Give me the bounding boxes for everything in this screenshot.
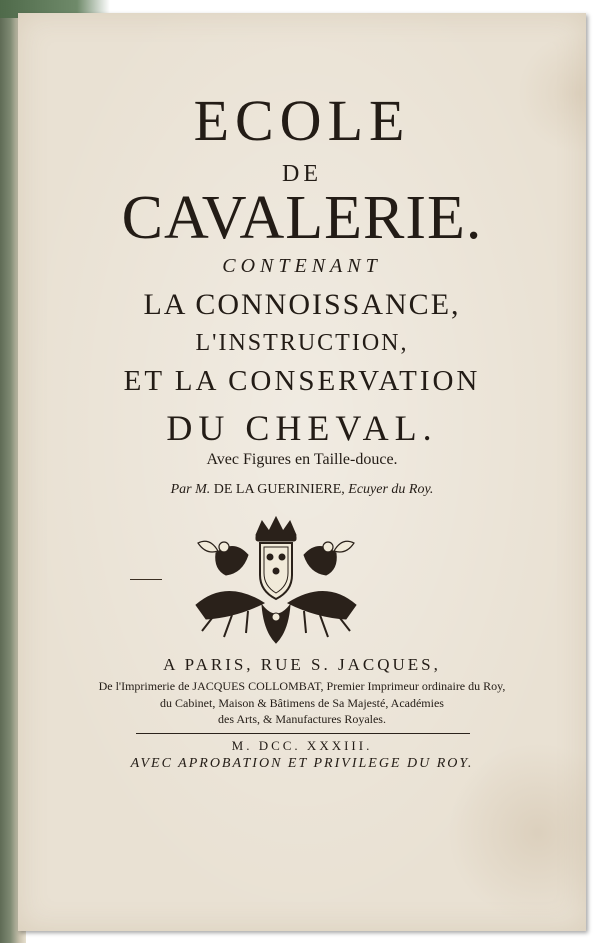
imprint-manufactures: des Arts, & Manufactures Royales. (218, 712, 386, 726)
royal-crest-icon (176, 513, 376, 649)
imprint-printer: De l'Imprimerie de JACQUES COLLOMBAT, Premier Imprimeur ordinaire du Roy, (98, 679, 506, 693)
publication-year: M. DCC. XXXIII. (231, 738, 373, 753)
title-line-ecole: ECOLE (193, 88, 411, 153)
imprint-paris: A PARIS, RUE S. JACQUES, (163, 655, 441, 674)
imprint-divider (136, 733, 470, 734)
title-line-de: DE (282, 161, 322, 187)
subtitle-conservation: ET LA CONSERVATION (123, 365, 481, 397)
author-line (18, 482, 586, 498)
imprint-cabinet: du Cabinet, Maison & Bâtimens de Sa Majesté, Académies (160, 696, 444, 710)
subtitle-connoissance: LA CONNOISSANCE, (143, 288, 461, 321)
figures-note: Avec Figures en Taille-douce. (206, 451, 398, 468)
subtitle-contenant: CONTENANT (222, 255, 382, 277)
title-line-cavalerie: CAVALERIE. (121, 184, 483, 252)
title-page (18, 13, 586, 931)
royal-privilege: AVEC APROBATION ET PRIVILEGE DU ROY. (130, 756, 474, 771)
ink-mark (130, 579, 162, 580)
subtitle-du-cheval: DU CHEVAL. (166, 408, 438, 448)
author-name: DE LA GUERINIERE, (213, 482, 345, 497)
subtitle-instruction: L'INSTRUCTION, (195, 330, 409, 356)
author-prefix: Par M. (170, 482, 211, 497)
author-title: Ecuyer du Roy. (348, 482, 434, 497)
